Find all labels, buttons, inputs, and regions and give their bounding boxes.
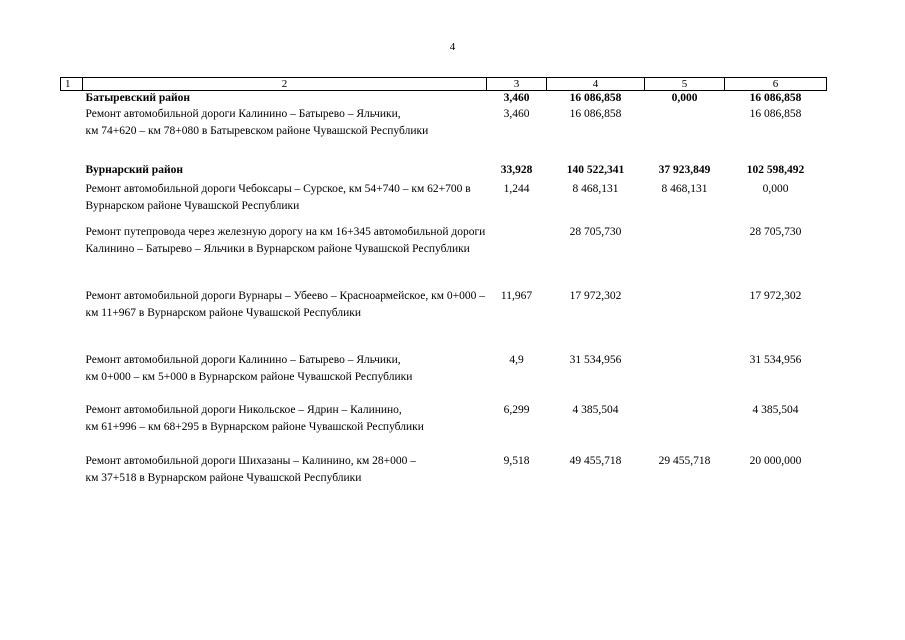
work-description: [83, 452, 487, 493]
work-description: Ремонт автомобильной дороги Чебоксары – Сурское, км 54+740 – км 62+700 в Вурнарском районе Чувашской Республики: [85, 183, 471, 212]
total-amount: 16 086,858: [569, 108, 622, 120]
row-index-cell: [61, 161, 83, 180]
table-row: [61, 223, 827, 287]
row-index-cell: [61, 401, 83, 452]
work-description-line-2: км 74+620 – км 78+080 в Батыревском районе Чувашской Республики: [85, 125, 429, 137]
row-index-cell: [61, 180, 83, 223]
total-amount: 49 455,718: [569, 455, 622, 467]
work-description: Ремонт путепровода через железную дорогу на км 16+345 автомобильной дороги Калинино – Батырево – Яльчики в Вурнарском районе Чувашской Республики: [85, 226, 486, 255]
work-description: [83, 105, 487, 161]
length-km: 33,928: [500, 164, 533, 176]
column-header-6: 6: [725, 78, 827, 91]
column-header-1: 1: [61, 78, 83, 91]
row-index-cell: [61, 105, 83, 161]
amount-col6: 0,000: [762, 183, 789, 195]
amount-col5: 37 923,849: [658, 164, 711, 176]
work-description: [83, 351, 487, 401]
length-km: 4,9: [509, 354, 524, 366]
amount-col5: [645, 223, 725, 287]
amount-col6: 16 086,858: [749, 92, 802, 104]
amount-col5: [645, 287, 725, 351]
column-header-4: 4: [547, 78, 645, 91]
work-description-line-2: км 61+996 – км 68+295 в Вурнарском районе Чувашской Республики: [85, 421, 424, 433]
amount-col6: 17 972,302: [749, 290, 802, 302]
total-amount: 17 972,302: [569, 290, 622, 302]
work-description: [83, 401, 487, 452]
amount-col5: 8 468,131: [661, 183, 708, 195]
amount-col5: 29 455,718: [658, 455, 711, 467]
work-description-line-2: км 0+000 – км 5+000 в Вурнарском районе Чувашской Республики: [85, 371, 413, 383]
row-index-cell: [61, 223, 83, 287]
header-row: [61, 78, 827, 91]
budget-table: [60, 77, 827, 493]
page-number: 4: [449, 41, 456, 53]
amount-col6: 16 086,858: [749, 108, 802, 120]
table-row: [61, 161, 827, 180]
work-description-line-1: Ремонт автомобильной дороги Никольское – Ядрин – Калинино,: [85, 404, 402, 416]
row-index-cell: [61, 91, 83, 106]
amount-col6: 28 705,730: [749, 226, 802, 238]
table-row: [61, 91, 827, 106]
length-km: 11,967: [500, 290, 533, 302]
length-km: 9,518: [503, 455, 530, 467]
total-amount: 31 534,956: [569, 354, 622, 366]
total-amount: 8 468,131: [572, 183, 619, 195]
length-km: [487, 223, 547, 287]
amount-col5: [645, 401, 725, 452]
row-index-cell: [61, 287, 83, 351]
work-description-line-1: Ремонт автомобильной дороги Калинино – Батырево – Яльчики,: [85, 108, 401, 120]
table-row: [61, 287, 827, 351]
amount-col5: [645, 105, 725, 161]
column-header-2: 2: [83, 78, 487, 91]
total-amount: 16 086,858: [569, 92, 622, 104]
total-amount: 28 705,730: [569, 226, 622, 238]
length-km: 6,299: [503, 404, 530, 416]
column-header-5: 5: [645, 78, 725, 91]
table-row: [61, 452, 827, 493]
work-description: Ремонт автомобильной дороги Вурнары – Убеево – Красноармейское, км 0+000 – км 11+967 в Вурнарском районе Чувашской Республики: [85, 290, 486, 319]
length-km: 3,460: [503, 108, 530, 120]
amount-col6: 31 534,956: [749, 354, 802, 366]
total-amount: 4 385,504: [572, 404, 619, 416]
work-description-line-1: Ремонт автомобильной дороги Шихазаны – Калинино, км 28+000 –: [85, 455, 417, 467]
table-row: [61, 351, 827, 401]
length-km: 1,244: [503, 183, 530, 195]
work-description-line-2: км 37+518 в Вурнарском районе Чувашской Республики: [85, 472, 362, 484]
amount-col5: 0,000: [671, 92, 698, 104]
district-name: Батыревский район: [85, 92, 191, 104]
column-header-3: 3: [487, 78, 547, 91]
length-km: 3,460: [503, 92, 530, 104]
amount-col6: 102 598,492: [746, 164, 805, 176]
district-name: Вурнарский район: [85, 164, 183, 176]
total-amount: 140 522,341: [566, 164, 625, 176]
table-row: [61, 180, 827, 223]
amount-col6: 20 000,000: [749, 455, 802, 467]
amount-col6: 4 385,504: [752, 404, 799, 416]
table-row: [61, 105, 827, 161]
table-row: [61, 401, 827, 452]
work-description-line-1: Ремонт автомобильной дороги Калинино – Батырево – Яльчики,: [85, 354, 401, 366]
amount-col5: [645, 351, 725, 401]
row-index-cell: [61, 351, 83, 401]
row-index-cell: [61, 452, 83, 493]
